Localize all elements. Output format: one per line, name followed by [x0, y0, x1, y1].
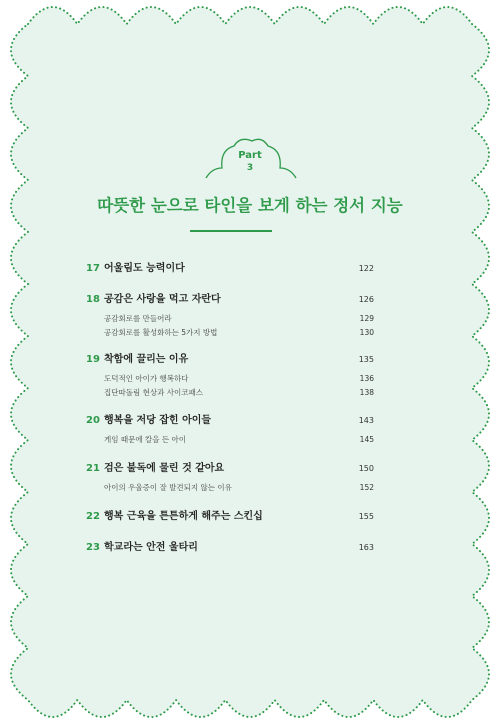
chapter-page: 135: [358, 355, 374, 364]
chapter-number: 22: [86, 511, 100, 522]
subsection-page: 152: [359, 483, 374, 492]
chapter-page: 126: [358, 295, 374, 304]
subsection-page: 130: [359, 328, 374, 337]
chapter-title: 행복 근육을 튼튼하게 해주는 스킨십: [104, 511, 263, 522]
chapter-number: 21: [86, 463, 100, 474]
chapter-page: 122: [358, 264, 374, 273]
chapter-number: 19: [86, 354, 100, 365]
chapter-page: 155: [358, 512, 374, 521]
chapter-row[interactable]: [86, 292, 374, 308]
subsection-row[interactable]: [86, 372, 374, 386]
subsection-page: 129: [359, 314, 374, 323]
chapter-title: 어울림도 능력이다: [104, 263, 185, 274]
part-title: 따뜻한 눈으로 타인을 보게 하는 정서 지능: [97, 196, 403, 215]
chapter-title: 학교라는 안전 울타리: [104, 542, 198, 553]
subsection-row[interactable]: [86, 433, 374, 447]
subsection-page: 145: [359, 435, 374, 444]
chapter-title: 검은 불독에 물린 것 같아요: [104, 463, 225, 474]
chapter-title: 공감은 사랑을 먹고 자란다: [104, 294, 221, 305]
subsection-title: 아이의 우울증이 잘 발견되지 않는 이유: [104, 483, 232, 492]
chapter-row[interactable]: [86, 261, 374, 277]
chapter-number: 20: [86, 415, 100, 426]
part-label: Part: [238, 150, 262, 161]
toc-chapter: [86, 352, 374, 400]
chapter-number: 23: [86, 542, 100, 553]
chapter-row[interactable]: [86, 461, 374, 477]
toc-chapter: [86, 413, 374, 447]
chapter-page: 163: [358, 543, 374, 552]
subsection-row[interactable]: [86, 481, 374, 495]
toc-chapter: [86, 292, 374, 340]
chapter-row[interactable]: [86, 540, 374, 556]
chapter-number: 17: [86, 263, 100, 274]
toc-chapter: [86, 540, 374, 556]
subsection-row[interactable]: [86, 326, 374, 340]
subsection-list: [86, 312, 374, 340]
chapter-row[interactable]: [86, 352, 374, 368]
subsection-row[interactable]: [86, 386, 374, 400]
subsection-title: 공감회로를 활성화하는 5가지 방법: [104, 328, 218, 337]
chapter-title: 착함에 끌리는 이유: [104, 354, 189, 365]
chapter-row[interactable]: [86, 413, 374, 429]
chapter-title: 행복을 저당 잡힌 아이들: [104, 415, 212, 426]
subsection-title: 집단따돌림 현상과 사이코패스: [104, 388, 203, 397]
subsection-title: 도덕적인 아이가 행복하다: [104, 374, 189, 383]
title-underline: [190, 230, 272, 232]
toc-chapter: [86, 261, 374, 277]
toc-chapter: [86, 461, 374, 495]
subsection-list: [86, 481, 374, 495]
chapter-page: 150: [358, 464, 374, 473]
subsection-list: [86, 433, 374, 447]
subsection-row[interactable]: [86, 312, 374, 326]
subsection-page: 136: [359, 374, 374, 383]
part-number: 3: [246, 163, 254, 173]
subsection-title: 게임 때문에 칼을 든 아이: [104, 435, 186, 444]
chapter-number: 18: [86, 294, 100, 305]
subsection-page: 138: [359, 388, 374, 397]
subsection-list: [86, 372, 374, 400]
toc-chapter: [86, 509, 374, 525]
chapter-page: 143: [358, 416, 374, 425]
subsection-title: 공감회로를 만들어라: [104, 314, 172, 323]
chapter-row[interactable]: [86, 509, 374, 525]
